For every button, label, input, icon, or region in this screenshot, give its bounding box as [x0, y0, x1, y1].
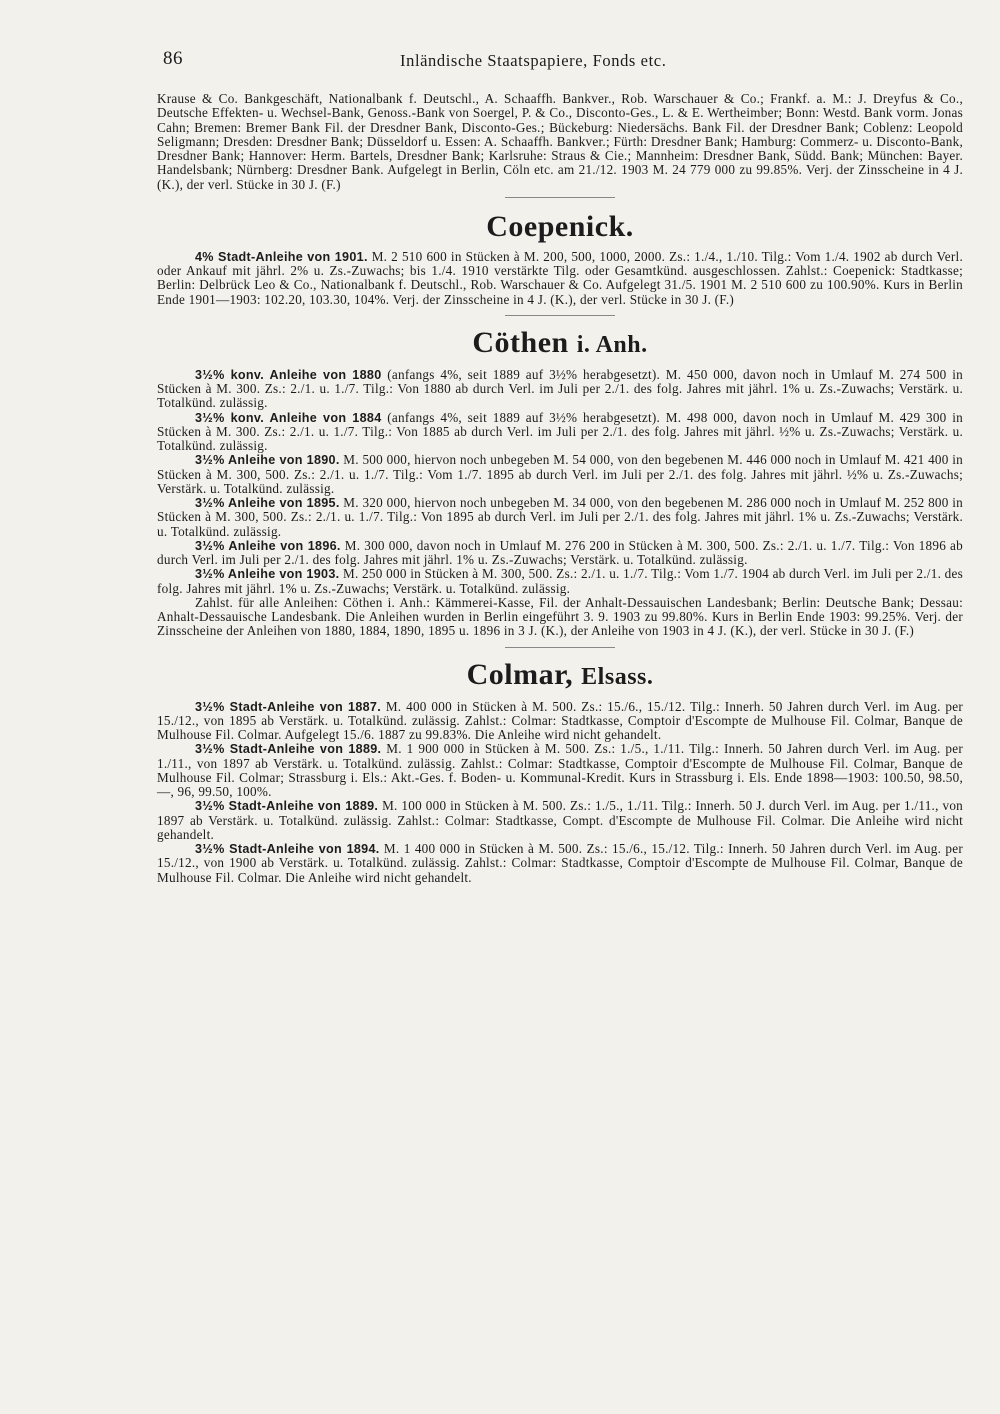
note-text: Zahlst. für alle Anleihen: Cöthen i. Anh.: Kämmerei-Kasse, Fil. der Anhalt-Dessauischen Landesbank; Berlin: Deutsche Bank; Dessau: Anhalt-Dessauische Landesbank. Die Anleihen wurden in Berlin eingeführt 3. 9. 1903 zu 99.80%. Kurs in Berlin Ende 1903: 99.25%. Verj. der Zinsscheine der Anleihen von 1880, 1884, 1890, 1895 u. 1896 in 3 J. (K.), der Anleihe von 1903 in 4 J. (K.), der verl. Stücke in 30 J. (F.): [157, 594, 963, 639]
loan-entry: [157, 411, 963, 454]
loan-details: M. 1 400 000 in Stücken à M. 500. Zs.: 15./6., 15./12. Tilg.: Innerh. 50 Jahren durch Verl. im Aug. per 15./12., von 1900 ab Verstärk. u. Totalkünd. zulässig. Zahlst.: Colmar: Stadtkasse, Comptoir d'Escompte de Mulhouse Fil. Colmar, Banque de Mulhouse Fil. Colmar. Die Anleihe wird nicht gehandelt.: [157, 841, 963, 885]
loan-entry: [157, 842, 963, 885]
town-suffix: i. Anh.: [576, 331, 648, 358]
loan-title: 3½% konv. Anleihe von 1880: [195, 367, 382, 382]
section-rule: [505, 647, 615, 648]
loan-title: 3½% Anleihe von 1896.: [195, 538, 341, 553]
loan-details: M. 400 000 in Stücken à M. 500. Zs.: 15./6., 15./12. Tilg.: Innerh. 50 Jahren durch Verl. im Aug. per 15./12., von 1895 ab Verstärk. u. Totalkünd. zulässig. Zahlst.: Colmar: Stadtkasse, Comptoir d'Escompte de Mulhouse Fil. Colmar, Banque de Mulhouse Fil. Colmar. Aufgelegt 15./6. 1887 zu 99.83%. Die Anleihe wird nicht gehandelt.: [157, 698, 963, 742]
section-rule: [505, 315, 615, 316]
loan-entry: [157, 453, 963, 496]
loan-entry: [157, 567, 963, 596]
loan-title: 3½% konv. Anleihe von 1884: [195, 410, 382, 425]
loan-title: 3½% Stadt-Anleihe von 1894.: [195, 842, 380, 856]
town-suffix: Elsass.: [581, 663, 654, 690]
loan-entry: [157, 799, 963, 842]
loan-entry: [157, 539, 963, 568]
loan-title: 4% Stadt-Anleihe von 1901.: [195, 249, 368, 264]
loan-details: M. 100 000 in Stücken à M. 500. Zs.: 1./5., 1./11. Tilg.: Innerh. 50 J. durch Verl. im Aug. per 1./11., von 1897 ab Verstärk. u. Totalkünd. zulässig. Zahlst.: Colmar: Stadtkasse, Compt. d'Escompte de Mulhouse Fil. Colmar. Die Anleihe wird nicht gehandelt.: [157, 798, 964, 842]
town-heading: Colmar, Elsass.: [466, 657, 654, 691]
loan-title: 3½% Anleihe von 1903.: [195, 567, 340, 582]
loan-title: 3½% Stadt-Anleihe von 1887.: [195, 699, 382, 714]
town-heading: Cöthen i. Anh.: [472, 325, 648, 359]
section-rule: [505, 197, 615, 198]
text-column: [157, 92, 963, 885]
loan-entry: [157, 742, 963, 799]
loan-title: 3½% Anleihe von 1890.: [195, 453, 340, 468]
loan-details: M. 300 000, davon noch in Umlauf M. 276 200 in Stücken à M. 300, 500. Zs.: 2./1. u. 1./7. Tilg.: Von 1896 ab durch Verl. im Juli per 2./1. des folg. Jahres mit jährl. 1% u. Zs.-Zuwachs; Verstärk. u. Totalkünd. zulässig.: [157, 537, 963, 567]
town-heading: Coepenick.: [486, 209, 634, 243]
loan-details: M. 500 000, hiervon noch unbegeben M. 54 000, von den begebenen M. 446 000 noch in Umlauf M. 421 400 in Stücken à M. 300, 500. Zs.: 2./1. u. 1./7. Tilg.: Vom 1./7. 1895 ab durch Verl. im Juli per 2./1. des folg. Jahres mit jährl. ½% u. Zs.-Zuwachs; Verstärk. u. Totalkünd. zulässig.: [157, 452, 963, 496]
paying-agents-note: [157, 596, 963, 639]
section-colmar: [157, 658, 963, 885]
intro-paragraph: Krause & Co. Bankgeschäft, Nationalbank f. Deutschl., A. Schaaffh. Bankver., Rob. Warschauer & Co.; Frankf. a. M.: J. Dreyfus & Co., Deutsche Effekten- u. Wechsel-Bank, Genoss.-Bank von Soergel, P. & Co., Disconto-Ges., L. & E. Wertheimber; Bonn: Westd. Bank vorm. Jonas Cahn; Bremen: Bremer Bank Fil. der Dresdner Bank, Disconto-Ges.; Bückeburg: Niedersächs. Bank Fil. der Dresdner Bank; Coblenz: Leopold Seligmann; Dresden: Dresdner Bank; Düsseldorf u. Essen: A. Schaaffh. Bankver.; Fürth: Dresdner Bank; Hamburg: Commerz- u. Disconto-Bank, Dresdner Bank; Hannover: Herm. Bartels, Dresdner Bank; Karlsruhe: Straus & Cie.; Mannheim: Dresdner Bank, Südd. Bank; München: Bayer. Handelsbank; Nürnberg: Dresdner Bank. Aufgelegt in Berlin, Cöln etc. am 21./12. 1903 M. 24 779 000 zu 99.85%. Verj. der Zinsscheine in 4 J. (K.), der verl. Stücke in 30 J. (F.): [157, 91, 963, 192]
loan-details: M. 320 000, hiervon noch unbegeben M. 34 000, von den begebenen M. 286 000 noch in Umlauf M. 252 800 in Stücken à M. 300, 500. Zs.: 2./1. u. 1./7. Tilg.: Von 1895 ab durch Verl. im Juli per 2./1. des folg. Jahres mit jährl. 1% u. Zs.-Zuwachs; Verstärk. u. Totalkünd. zulässig.: [157, 495, 963, 539]
loan-details: M. 1 900 000 in Stücken à M. 500. Zs.: 1./5., 1./11. Tilg.: Innerh. 50 Jahren durch Verl. im Aug. per 1./11., von 1897 ab Verstärk. u. Totalkünd. zulässig. Zahlst.: Colmar: Stadtkasse, Comptoir d'Escompte de Mulhouse Fil. Colmar, Banque de Mulhouse Fil. Colmar; Strassburg i. Els.: Akt.-Ges. f. Boden- u. Kommunal-Kredit. Kurs in Strassburg i. Els. Ende 1898—1903: 100.50, 98.50, —, 96, 99.50, 100%.: [157, 741, 964, 799]
loan-entry: [157, 250, 963, 307]
running-title: Inländische Staatspapiere, Fonds etc.: [400, 51, 667, 70]
loan-details: M. 2 510 600 in Stücken à M. 200, 500, 1000, 2000. Zs.: 1./4., 1./10. Tilg.: Vom 1./4. 1902 ab durch Verl. oder Ankauf mit jährl. 2% u. Zs.-Zuwachs; bis 1./4. 1910 verstärkte Tilg. oder Gesamtkünd. ausgeschlossen. Zahlst.: Coepenick: Stadtkasse; Berlin: Delbrück Leo & Co., Nationalbank f. Deutschl., Rob. Warschauer & Co. Aufgelegt 31./5. 1901 M. 2 510 600 zu 100.90%. Kurs in Berlin Ende 1901—1903: 102.20, 103.30, 104%. Verj. der Zinsscheine in 4 J. (K.), der verl. Stücke in 30 J. (F.): [157, 248, 963, 307]
loan-title: 3½% Anleihe von 1895.: [195, 496, 340, 510]
loan-details: M. 250 000 in Stücken à M. 300, 500. Zs.: 2./1. u. 1./7. Tilg.: Vom 1./7. 1904 ab durch Verl. im Juli per 2./1. des folg. Jahres mit jährl. 1% u. Zs.-Zuwachs; Verstärk. u. Totalkünd. zulässig.: [157, 566, 963, 596]
loan-details: (anfangs 4%, seit 1889 auf 3½% herabgesetzt). M. 450 000, davon noch in Umlauf M. 274 500 in Stücken à M. 300. Zs.: 2./1. u. 1./7. Tilg.: Von 1880 ab durch Verl. im Juli per 2./1. des folg. Jahres mit jährl. 1% u. Zs.-Zuwachs; Verstärk. u. Totalkünd. zulässig.: [157, 366, 963, 411]
loan-title: 3½% Stadt-Anleihe von 1889.: [195, 742, 382, 757]
loan-entry: [157, 700, 963, 743]
section-coethen: [157, 326, 963, 639]
loan-details: (anfangs 4%, seit 1889 auf 3½% herabgesetzt). M. 498 000, davon noch in Umlauf M. 429 300 in Stücken à M. 300. Zs.: 2./1. u. 1./7. Tilg.: Von 1885 ab durch Verl. im Juli per 2./1. des folg. Jahres mit jährl. ½% u. Zs.-Zuwachs; Verstärk. u. Totalkünd. zulässig.: [157, 409, 963, 453]
page-number: 86: [163, 48, 183, 69]
loan-entry: [157, 496, 963, 539]
loan-entry: [157, 368, 963, 411]
loan-title: 3½% Stadt-Anleihe von 1889.: [195, 799, 379, 814]
section-coepenick: [157, 210, 963, 307]
